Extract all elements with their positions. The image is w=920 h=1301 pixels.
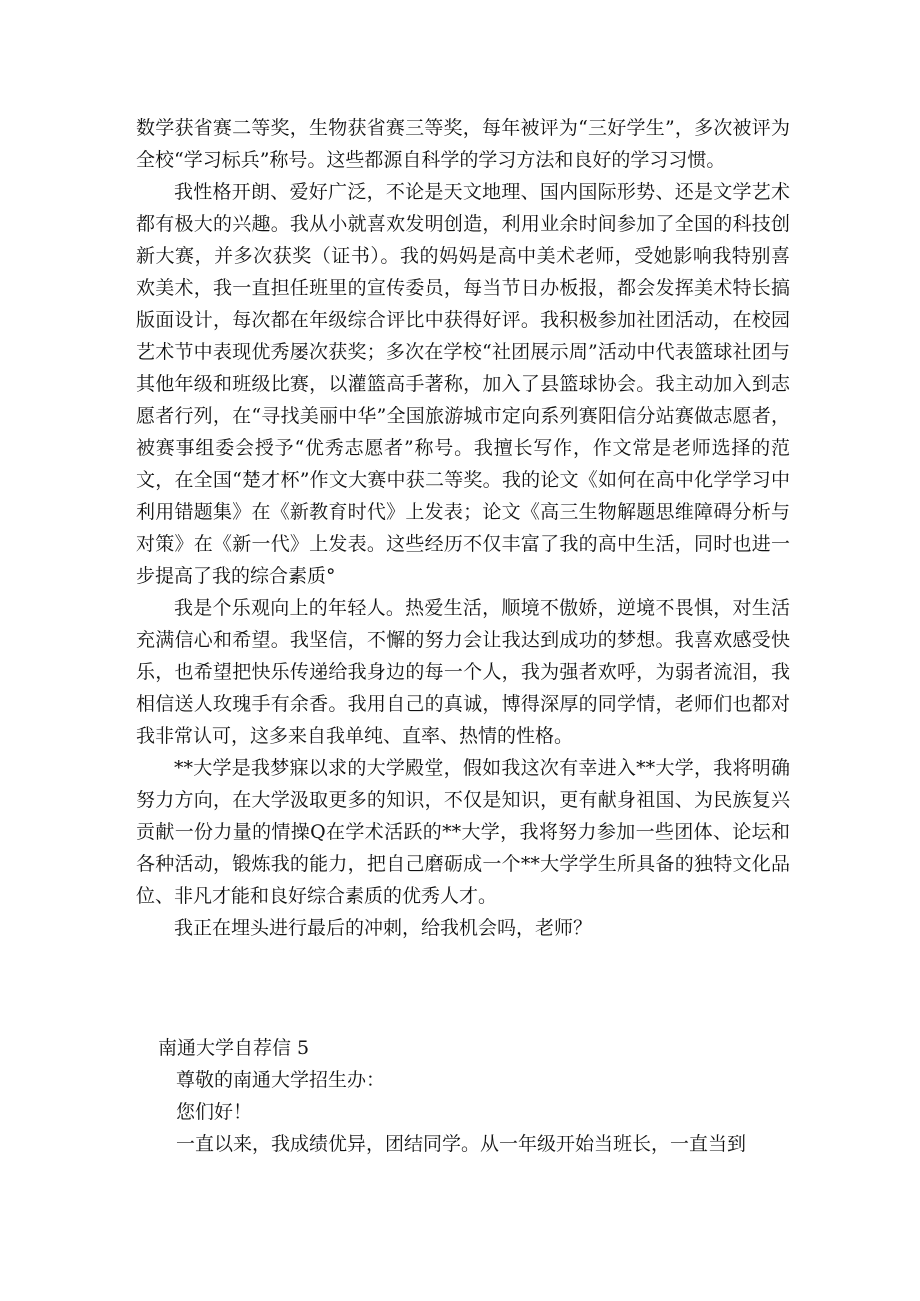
document-body <box>136 112 790 944</box>
paragraph-personality: 我性格开朗、爱好广泛，不论是天文地理、国内国际形势、还是文学艺术都有极大的兴趣。我从小就喜欢发明创造，利用业余时间参加了全国的科技创新大赛，并多次获奖（证书）。我的妈妈是高中美术老师，受她影响我特别喜欢美术，我一直担任班里的宣传委员，每当节日办板报，都会发挥美术特长搞版面设计，每次都在年级综合评比中获得好评。我积极参加社团活动，在校园艺术节中表现优秀屡次获奖；多次在学校“社团展示周”活动中代表篮球社团与其他年级和班级比赛，以灌篮高手著称，加入了县篮球协会。我主动加入到志愿者行列，在“寻找美丽中华”全国旅游城市定向系列赛阳信分站赛做志愿者，被赛事组委会授予“优秀志愿者”称号。我擅长写作，作文常是老师选择的范文，在全国“楚才杯”作文大赛中获二等奖。我的论文《如何在高中化学学习中利用错题集》在《新教育时代》上发表；论文《高三生物解题思维障碍分析与对策》在《新一代》上发表。这些经历不仅丰富了我的高中生活，同时也进一步提高了我的综合素质° <box>136 181 790 587</box>
paragraph-attitude: 我是个乐观向上的年轻人。热爱生活，顺境不傲娇，逆境不畏惧，对生活充满信心和希望。我坚信，不懈的努力会让我达到成功的梦想。我喜欢感受快乐，也希望把快乐传递给我身边的每一个人，我为强者欢呼，为弱者流泪，我相信送人玫瑰手有余香。我用自己的真诚，博得深厚的同学情，老师们也都对我非常认可，这多来自我单纯、直率、热情的性格。 <box>136 597 790 747</box>
paragraph-closing: 我正在埋头进行最后的冲刺，给我机会吗，老师？ <box>174 917 593 939</box>
letter-greeting: 您们好！ <box>176 1101 253 1123</box>
letter-salutation: 尊敬的南通大学招生办： <box>176 1069 386 1091</box>
paragraph-awards: 数学获省赛二等奖，生物获省赛三等奖，每年被评为“三好学生”，多次被评为全校“学习标兵”称号。这些都源自科学的学习方法和良好的学习习惯。 <box>136 117 790 171</box>
letter-first-line: 一直以来，我成绩优异，团结同学。从一年级开始当班长，一直当到 <box>176 1133 747 1155</box>
paragraph-university-goal: **大学是我梦寐以求的大学殿堂，假如我这次有幸进入**大学，我将明确努力方向，在大学汲取更多的知识，不仅是知识，更有献身祖国、为民族复兴贡献一份力量的情操Q在学术活跃的**大学，我将努力参加一些团体、论坛和各种活动，锻炼我的能力，把自己磨砺成一个**大学学生所具备的独特文化品位、非凡才能和良好综合素质的优秀人才。 <box>136 757 790 907</box>
letter-heading: 南通大学自荐信 5 <box>158 1037 310 1059</box>
